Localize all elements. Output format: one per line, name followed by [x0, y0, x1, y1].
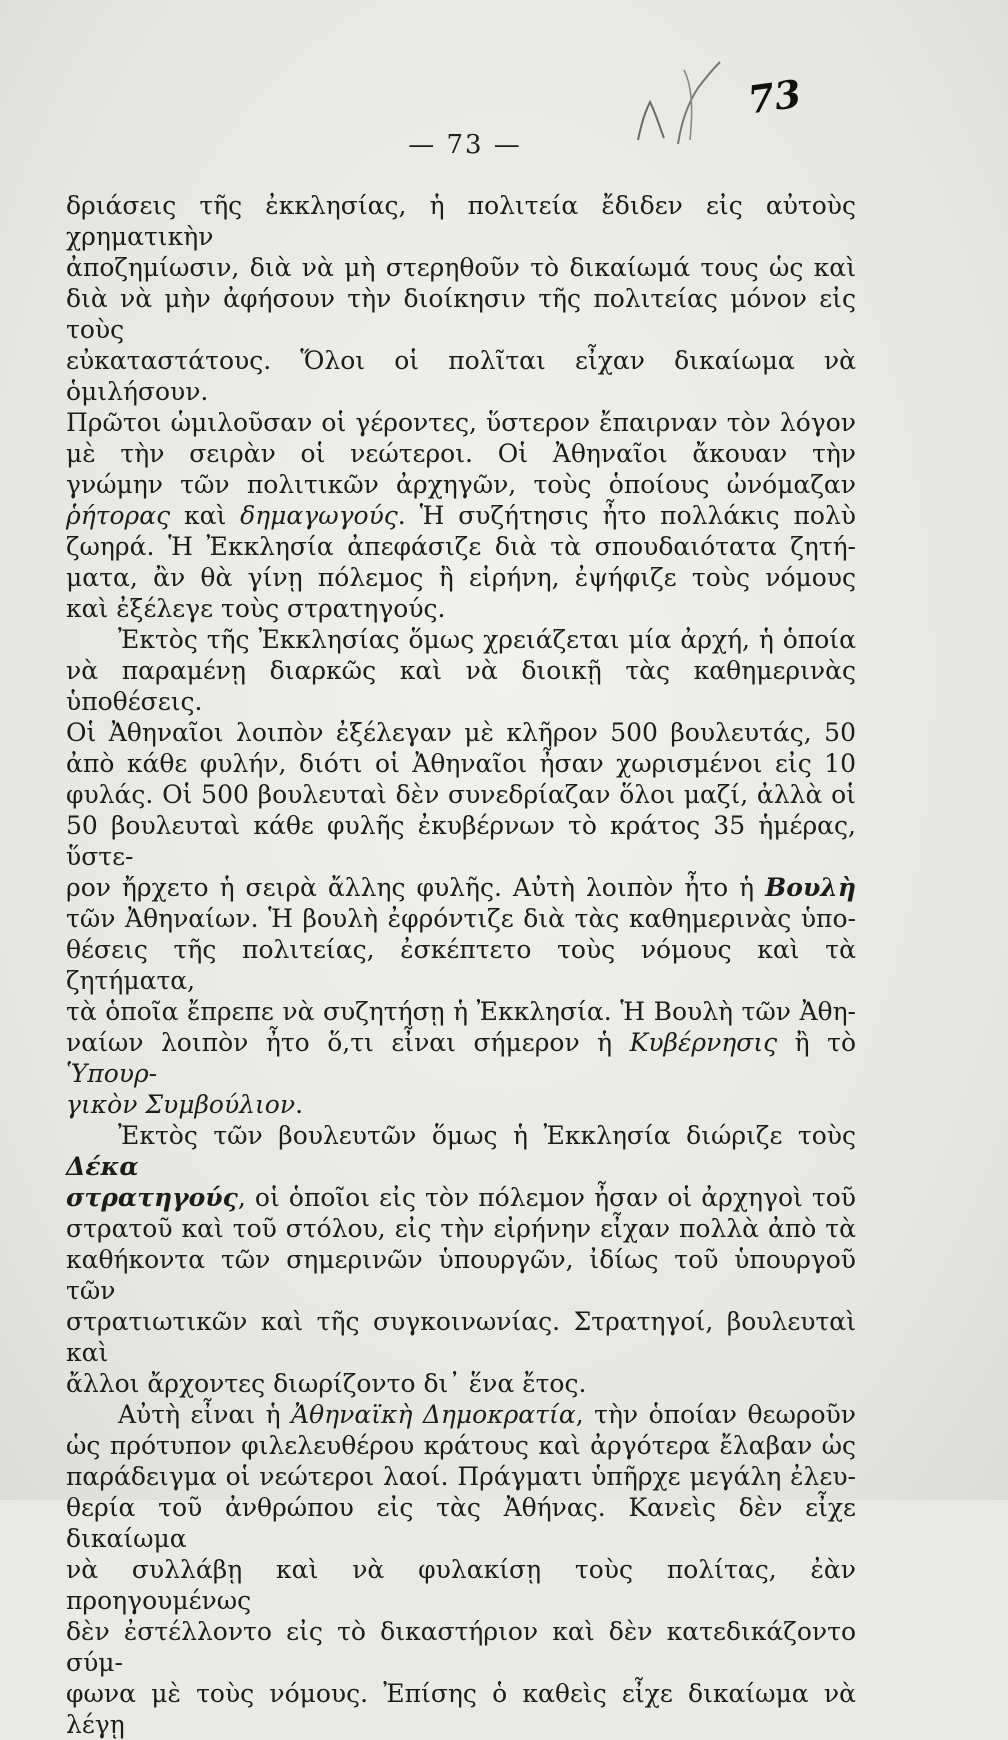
text-line: τὰ ὁποῖα ἔπρεπε νὰ συζητήσῃ ἡ Ἐκκλησία. Ἡ Βουλὴ τῶν Ἀθη- [66, 997, 856, 1026]
text-line: γικὸν Συμβούλιον. [66, 1090, 304, 1119]
text-line: θερία τοῦ ἀνθρώπου εἰς τὰς Ἀθήνας. Κανεὶς δὲν εἶχε δικαίωμα [66, 1493, 856, 1553]
text-line: Ἐκτὸς τῶν βουλευτῶν ὅμως ἡ Ἐκκλησία διώριζε τοὺς Δέκα [66, 1121, 856, 1181]
text-line: μὲ τὴν σειρὰν οἱ νεώτεροι. Οἱ Ἀθηναῖοι ἄκουαν τὴν [66, 439, 856, 468]
text-line: Οἱ Ἀθηναῖοι λοιπὸν ἐξέλεγαν μὲ κλῆρον 500 βουλευτάς, 50 [66, 718, 856, 747]
text-line: καὶ ἐξέλεγε τοὺς στρατηγούς. [66, 594, 446, 623]
text-line: ναίων λοιπὸν ἦτο ὅ,τι εἶναι σήμερον ἡ Κυβέρνησις ἢ τὸ Ὑπουρ- [66, 1028, 856, 1088]
text-line: Πρῶτοι ὡμιλοῦσαν οἱ γέροντες, ὕστερον ἔπαιρναν τὸν λόγον [66, 408, 856, 437]
text-line: τῶν Ἀθηναίων. Ἡ βουλὴ ἐφρόντιζε διὰ τὰς καθημερινὰς ὑπο- [66, 904, 856, 933]
text-line: ρον ἤρχετο ἡ σειρὰ ἄλλης φυλῆς. Αὐτὴ λοιπὸν ἦτο ἡ Βουλὴ [66, 873, 856, 902]
text-line: ματα, ἂν θὰ γίνῃ πόλεμος ἢ εἰρήνη, ἐψήφιζε τοὺς νόμους [66, 563, 856, 592]
text-line: στρατιωτικῶν καὶ τῆς συγκοινωνίας. Στρατηγοί, βουλευταὶ καὶ [66, 1307, 856, 1367]
handwritten-page-number: 73 [745, 70, 804, 123]
text-line: γνώμην τῶν πολιτικῶν ἀρχηγῶν, τοὺς ὁποίους ὠνόμαζαν [66, 470, 856, 499]
text-line: 50 βουλευταὶ κάθε φυλῆς ἐκυβέρνων τὸ κράτος 35 ἡμέρας, ὕστε- [66, 811, 856, 871]
text-line: ἄλλοι ἄρχοντες διωρίζοντο δι᾽ ἕνα ἔτος. [66, 1369, 587, 1398]
body-text [66, 190, 856, 1740]
text-line: καθήκοντα τῶν σημερινῶν ὑπουργῶν, ἰδίως τοῦ ὑπουργοῦ τῶν [66, 1245, 856, 1305]
text-line: δὲν ἐστέλλοντο εἰς τὸ δικαστήριον καὶ δὲν κατεδικάζοντο σύμ- [66, 1617, 856, 1677]
page-number: — 73 — [408, 130, 522, 160]
text-line: φυλάς. Οἱ 500 βουλευταὶ δὲν συνεδρίαζαν ὅλοι μαζί, ἀλλὰ οἱ [66, 780, 856, 809]
text-line: στρατοῦ καὶ τοῦ στόλου, εἰς τὴν εἰρήνην εἶχαν πολλὰ ἀπὸ τὰ [66, 1214, 856, 1243]
text-line: ζωηρά. Ἡ Ἐκκλησία ἀπεφάσιζε διὰ τὰ σπουδαιότατα ζητή- [66, 532, 856, 561]
text-line: νὰ παραμένῃ διαρκῶς καὶ νὰ διοικῇ τὰς καθημερινὰς ὑποθέσεις. [66, 656, 856, 716]
text-line: δριάσεις τῆς ἐκκλησίας, ἡ πολιτεία ἔδιδεν εἰς αὐτοὺς χρηματικὴν [66, 191, 856, 251]
text-line: ἀπὸ κάθε φυλήν, διότι οἱ Ἀθηναῖοι ἦσαν χωρισμένοι εἰς 10 [66, 749, 856, 778]
text-line: νὰ συλλάβῃ καὶ νὰ φυλακίσῃ τοὺς πολίτας, ἐὰν προηγουμένως [66, 1555, 856, 1615]
text-line: ἀποζημίωσιν, διὰ νὰ μὴ στερηθοῦν τὸ δικαίωμά τους ὡς καὶ [66, 253, 856, 282]
text-line: ῥήτορας καὶ δημαγωγούς. Ἡ συζήτησις ἦτο πολλάκις πολὺ [66, 501, 857, 530]
text-line: Αὐτὴ εἶναι ἡ Ἀθηναϊκὴ Δημοκρατία, τὴν ὁποίαν θεωροῦν [118, 1400, 856, 1429]
text-line: ὡς πρότυπον φιλελευθέρου κράτους καὶ ἀργότερα ἔλαβαν ὡς [66, 1431, 856, 1460]
text-line: φωνα μὲ τοὺς νόμους. Ἐπίσης ὁ καθεὶς εἶχε δικαίωμα νὰ λέγῃ [66, 1679, 856, 1739]
text-line: παράδειγμα οἱ νεώτεροι λαοί. Πράγματι ὑπῆρχε μεγάλη ἐλευ- [66, 1462, 856, 1491]
text-line: στρατηγούς, οἱ ὁποῖοι εἰς τὸν πόλεμον ἦσαν οἱ ἀρχηγοὶ τοῦ [66, 1183, 856, 1212]
text-line: Ἐκτὸς τῆς Ἐκκλησίας ὅμως χρειάζεται μία ἀρχή, ἡ ὁποία [118, 625, 856, 654]
text-line: διὰ νὰ μὴν ἀφήσουν τὴν διοίκησιν τῆς πολιτείας μόνον εἰς τοὺς [66, 284, 856, 344]
text-line: εὐκαταστάτους. Ὅλοι οἱ πολῖται εἶχαν δικαίωμα νὰ ὁμιλήσουν. [66, 346, 856, 406]
text-line: θέσεις τῆς πολιτείας, ἐσκέπτετο τοὺς νόμους καὶ τὰ ζητήματα, [66, 935, 856, 995]
